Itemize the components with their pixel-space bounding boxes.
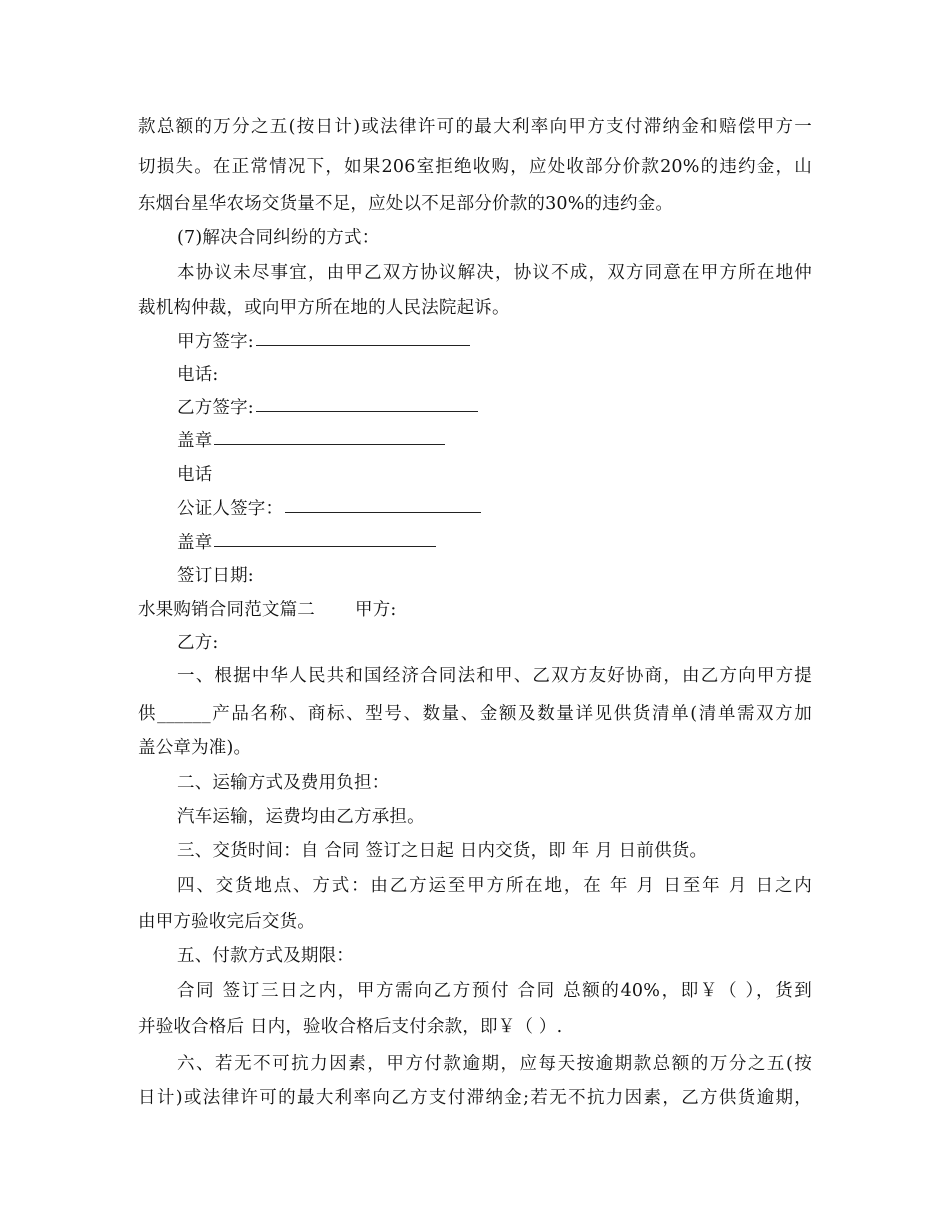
seal-field [177, 424, 445, 458]
paragraph-line: 六、若无不可抗力因素，甲方付款逾期，应每天按逾期款总额的万分之五(按 [177, 1054, 812, 1074]
second-contract-title: 水果购销合同范文篇二 [138, 600, 315, 620]
phone-a-label: 电话: [177, 365, 219, 385]
seal-label: 盖章 [177, 431, 213, 451]
paragraph-line: 款总额的万分之五(按日计)或法律许可的最大利率向甲方支付滞纳金和赔偿甲方一 [138, 117, 812, 137]
paragraph-line: 裁机构仲裁，或向甲方所在地的人民法院起诉。 [138, 298, 510, 318]
paragraph-line: 一、根据中华人民共和国经济合同法和甲、乙双方友好协商，由乙方向甲方提 [177, 666, 812, 686]
sign-date-label: 签订日期: [177, 566, 254, 586]
section-heading: 五、付款方式及期限： [177, 946, 354, 966]
phone-b-label: 电话 [177, 465, 213, 485]
paragraph-line: 日计)或法律许可的最大利率向乙方支付滞纳金;若无不抗力因素，乙方供货逾期， [138, 1088, 812, 1108]
section-heading: (7)解决合同纠纷的方式： [177, 228, 380, 248]
party-a-signature-label: 甲方签字: [177, 332, 254, 352]
section-title-row [138, 593, 397, 627]
seal-blank-line [214, 443, 445, 445]
notary-signature-field [177, 492, 481, 526]
paragraph-line: 由甲方验收完后交货。 [138, 912, 315, 932]
paragraph-line: 四、交货地点、方式：由乙方运至甲方所在地，在 年 月 日至年 月 日之内 [177, 876, 812, 896]
party-b-signature-label: 乙方签字: [177, 398, 254, 418]
section-heading: 三、交货时间：自 合同 签订之日起 日内交货，即 年 月 日前供货。 [177, 841, 708, 861]
signature-blank-line [256, 344, 470, 346]
paragraph-line: 本协议未尽事宜，由甲乙双方协议解决，协议不成，双方同意在甲方所在地仲 [177, 263, 812, 283]
party-a-signature-field [177, 325, 470, 359]
party-b-signature-field [177, 391, 478, 425]
paragraph-line: 东烟台星华农场交货量不足，应处以不足部分价款的30%的违约金。 [138, 194, 674, 214]
party-b-label: 乙方: [177, 633, 219, 653]
party-a-label: 甲方: [355, 600, 397, 620]
notary-signature-label: 公证人签字： [177, 499, 284, 519]
paragraph-line: 并验收合格后 日内，验收合格后支付余款，即￥（ ）. [138, 1017, 563, 1037]
paragraph-line: 汽车运输，运费均由乙方承担。 [177, 807, 425, 827]
paragraph-line: 盖公章为准)。 [138, 738, 252, 758]
seal-label: 盖章 [177, 533, 213, 553]
seal-field [177, 526, 436, 560]
paragraph-line: 切损失。在正常情况下，如果206室拒绝收购，应处收部分价款20%的违约金，山 [138, 157, 812, 177]
signature-blank-line [256, 410, 478, 412]
paragraph-line: 合同 签订三日之内，甲方需向乙方预付 合同 总额的40%，即￥（ ），货到 [177, 981, 812, 1001]
seal-blank-line [214, 545, 436, 547]
signature-blank-line [285, 511, 481, 513]
section-heading: 二、运输方式及费用负担： [177, 773, 390, 793]
paragraph-line: 供______产品名称、商标、型号、数量、金额及数量详见供货清单(清单需双方加 [138, 704, 812, 724]
